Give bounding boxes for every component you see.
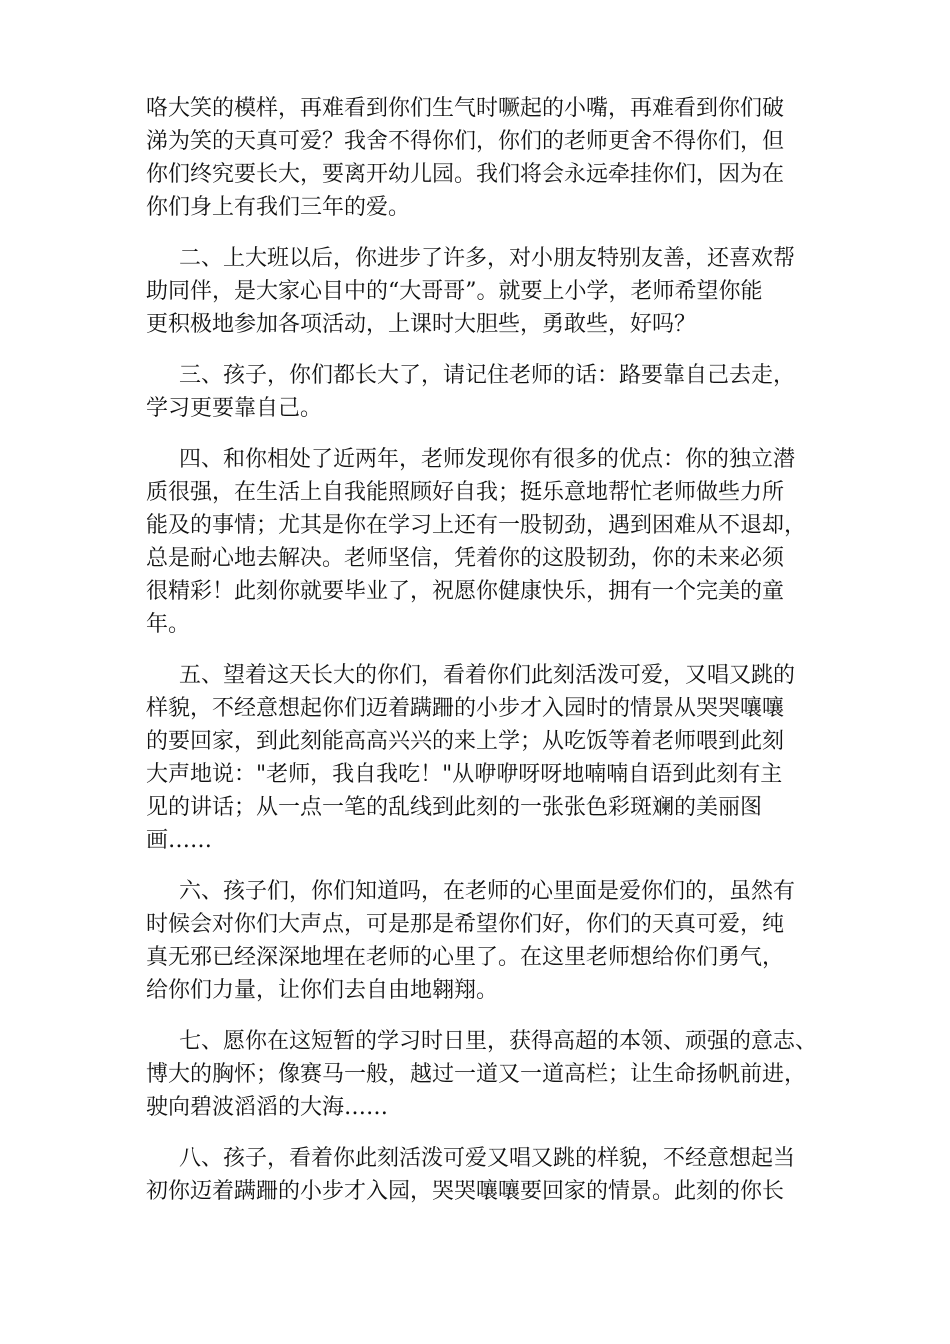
paragraph-1 xyxy=(146,92,826,224)
text-line: 三、孩子，你们都长大了，请记住老师的话：路要靠自己去走， xyxy=(179,363,796,388)
text-line: 二、上大班以后，你进步了许多，对小朋友特别友善，还喜欢帮 xyxy=(179,246,796,271)
paragraph-3 xyxy=(146,359,826,425)
text-line: 更积极地参加各项活动，上课时大胆些，勇敢些，好吗？ xyxy=(146,312,697,337)
paragraph-2 xyxy=(146,242,826,341)
text-line: 四、和你相处了近两年，老师发现你有很多的优点：你的独立潜 xyxy=(179,447,796,472)
document-body xyxy=(146,92,826,1226)
paragraph-4 xyxy=(146,443,826,641)
text-line: 画…… xyxy=(146,828,213,853)
text-line: 很精彩！此刻你就要毕业了，祝愿你健康快乐，拥有一个完美的童 xyxy=(146,579,785,604)
text-line: 大声地说："老师，我自我吃！"从咿咿呀呀地喃喃自语到此刻有主 xyxy=(146,762,783,787)
text-line: 咯大笑的模样，再难看到你们生气时噘起的小嘴，再难看到你们破 xyxy=(146,96,785,121)
text-line: 的要回家，到此刻能高高兴兴的来上学；从吃饭等着老师喂到此刻 xyxy=(146,729,785,754)
text-line: 五、望着这天长大的你们，看着你们此刻活泼可爱，又唱又跳的 xyxy=(179,663,796,688)
text-line: 初你迈着蹒跚的小步才入园，哭哭嚷嚷要回家的情景。此刻的你长 xyxy=(146,1179,785,1204)
text-line: 你们终究要长大，要离开幼儿园。我们将会永远牵挂你们，因为在 xyxy=(146,162,785,187)
text-line: 博大的胸怀；像赛马一般，越过一道又一道高栏；让生命扬帆前进， xyxy=(146,1062,807,1087)
text-line: 你们身上有我们三年的爱。 xyxy=(146,195,411,220)
text-line: 质很强，在生活上自我能照顾好自我；挺乐意地帮忙老师做些力所 xyxy=(146,480,785,505)
paragraph-8 xyxy=(146,1142,826,1208)
text-line: 年。 xyxy=(146,612,191,637)
paragraph-7 xyxy=(146,1025,826,1124)
text-line: 六、孩子们，你们知道吗，在老师的心里面是爱你们的，虽然有 xyxy=(179,879,796,904)
text-line: 助同伴，是大家心目中的“大哥哥”。就要上小学，老师希望你能 xyxy=(146,279,763,304)
text-line: 驶向碧波滔滔的大海…… xyxy=(146,1095,389,1120)
text-line: 学习更要靠自己。 xyxy=(146,396,323,421)
text-line: 真无邪已经深深地埋在老师的心里了。在这里老师想给你们勇气， xyxy=(146,945,785,970)
text-line: 八、孩子，看着你此刻活泼可爱又唱又跳的样貌，不经意想起当 xyxy=(179,1146,796,1171)
text-line: 能及的事情；尤其是你在学习上还有一股韧劲，遇到困难从不退却， xyxy=(146,513,807,538)
text-line: 总是耐心地去解决。老师坚信，凭着你的这股韧劲，你的未来必须 xyxy=(146,546,785,571)
text-line: 时候会对你们大声点，可是那是希望你们好，你们的天真可爱，纯 xyxy=(146,912,785,937)
text-line: 涕为笑的天真可爱？我舍不得你们，你们的老师更舍不得你们，但 xyxy=(146,129,785,154)
paragraph-5 xyxy=(146,659,826,857)
text-line: 样貌，不经意想起你们迈着蹒跚的小步才入园时的情景从哭哭嚷嚷 xyxy=(146,696,785,721)
text-line: 给你们力量，让你们去自由地翱翔。 xyxy=(146,978,499,1003)
text-line: 七、愿你在这短暂的学习时日里，获得高超的本领、顽强的意志、 xyxy=(179,1029,818,1054)
text-line: 见的讲话；从一点一笔的乱线到此刻的一张张色彩斑斓的美丽图 xyxy=(146,795,763,820)
paragraph-6 xyxy=(146,875,826,1007)
